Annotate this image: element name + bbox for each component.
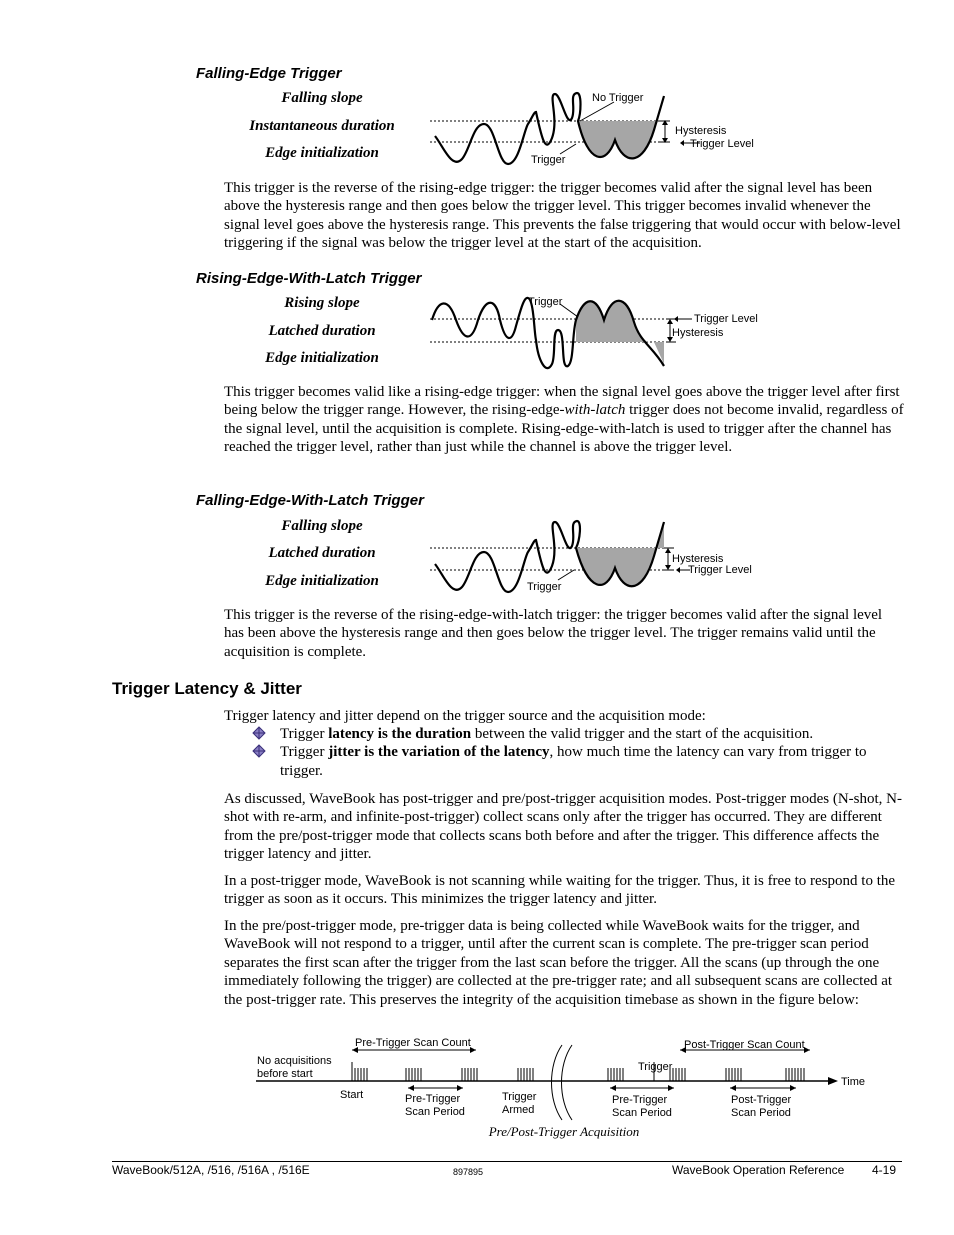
falling-edge-latch-diagram <box>428 512 768 602</box>
trigger-property-duration: Latched duration <box>268 323 376 339</box>
footer-product: WaveBook/512A, /516, /516A , /516E <box>112 1163 310 1177</box>
pre-trigger-scan-period-label: Pre-Trigger <box>405 1093 461 1105</box>
list-item: Trigger jitter is the variation of the latency, how much time the latency can vary from trigger to trigger. <box>252 743 902 780</box>
pre-trigger-scan-count-label: Pre-Trigger Scan Count <box>355 1037 471 1049</box>
post-trigger-scan-period-label: Post-Trigger <box>731 1094 792 1106</box>
pre-trigger-scan-period-label: Pre-Trigger <box>612 1094 668 1106</box>
section-title-rising-edge-latch: Rising-Edge-With-Latch Trigger <box>196 270 422 287</box>
rising-edge-latch-description: This trigger becomes valid like a rising-edge trigger: when the signal level goes above the trigger level after first being below the trigger range. However, the rising-edge-with-latch trigger does not become invalid, regardless of the signal level, until the acquisition is complete. Rising-edge-with-latch is used to trigger after the channel has reached the trigger level, rather than just while the channel is above the trigger level. <box>224 384 904 456</box>
rising-edge-latch-diagram <box>428 290 768 380</box>
footer-document-number: 897895 <box>453 1167 484 1177</box>
pre-trigger-scan-period-label: Scan Period <box>405 1106 465 1118</box>
trigger-label: Trigger <box>531 154 566 166</box>
trigger-property-slope: Rising slope <box>284 295 360 311</box>
scan-ticks <box>352 1062 804 1081</box>
time-arrowhead <box>828 1077 838 1085</box>
pre-post-trigger-timeline <box>250 1030 890 1124</box>
trigger-level-label: Trigger Level <box>694 313 758 325</box>
trigger-property-duration: Instantaneous duration <box>249 118 395 134</box>
figure-caption: Pre/Post-Trigger Acquisition <box>488 1124 640 1139</box>
latency-paragraph-post-trigger: In a post-trigger mode, WaveBook is not scanning while waiting for the trigger. Thus, it is free to respond to the trigger as soon as it occurs. This minimizes the trigger latency and jitter. <box>224 873 896 908</box>
trigger-label: Trigger <box>527 581 562 593</box>
diamond-bullet-icon <box>252 726 266 740</box>
trigger-level-label: Trigger Level <box>690 138 754 150</box>
trigger-label: Trigger <box>528 296 563 308</box>
trigger-property-duration: Latched duration <box>268 545 376 561</box>
footer-page-number: 4-19 <box>872 1163 897 1177</box>
trigger-property-slope: Falling slope <box>281 518 363 534</box>
footer-divider <box>112 1161 902 1162</box>
break-mark-left <box>552 1045 563 1120</box>
trigger-level-label: Trigger Level <box>688 564 752 576</box>
start-label: Start <box>340 1089 364 1101</box>
trigger-property-initialization: Edge initialization <box>265 145 379 161</box>
latency-paragraph-modes: As discussed, WaveBook has post-trigger and pre/post-trigger acquisition modes. Post-trigger modes (N-shot, N-shot with re-arm, and infinite-post-trigger) collect scans only after the trigger has occurred. They are different from the pre/post-trigger mode that collects scans both before and after the trigger. This difference affects the trigger latency and jitter. <box>224 791 902 863</box>
falling-edge-diagram <box>428 84 768 174</box>
hysteresis-label: Hysteresis <box>675 125 727 137</box>
trigger-armed-label: Trigger <box>502 1091 537 1103</box>
latency-intro: Trigger latency and jitter depend on the trigger source and the acquisition mode: <box>224 708 706 724</box>
footer-manual-title: WaveBook Operation Reference <box>672 1163 845 1177</box>
post-trigger-scan-count-label: Post-Trigger Scan Count <box>684 1039 805 1051</box>
trigger-property-slope: Falling slope <box>281 90 363 106</box>
latency-paragraph-pre-post-trigger: In the pre/post-trigger mode, pre-trigger data is being collected while WaveBook waits for the trigger, and WaveBook will not respond to a trigger, until after the current scan is complete. The pre-trigger scan period separates the first scan after the trigger from the last scan before the trigger. All the scans (up through the one immediately following the trigger) are collected at the pre-trigger rate; and all subsequent scans are collected at the post-trigger rate. This preserves the integrity of the acquisition timebase as shown in the figure below: <box>224 918 893 1008</box>
break-mark-right <box>562 1045 573 1120</box>
time-label: Time <box>841 1076 866 1088</box>
trigger-label: Trigger <box>638 1061 673 1073</box>
post-trigger-scan-period-label: Scan Period <box>731 1107 791 1119</box>
falling-edge-description: This trigger is the reverse of the rising-edge trigger: the trigger becomes valid after the signal level has been above the hysteresis range and then goes below the trigger level. This trigger becomes invalid whenever the signal level goes above the hysteresis range. This prevents the false triggering that would occur with below-level triggering if the signal was below the trigger level at the start of the acquisition. <box>224 180 901 252</box>
diamond-bullet-icon <box>252 744 266 758</box>
trigger-property-initialization: Edge initialization <box>265 573 379 589</box>
falling-edge-latch-description: This trigger is the reverse of the rising-edge-with-latch trigger: the trigger becomes valid after the signal level has been above the hysteresis range and then goes below the trigger level. The trigger remains valid until the acquisition is complete. <box>224 607 883 660</box>
trigger-property-initialization: Edge initialization <box>265 350 379 366</box>
active-region <box>578 121 658 158</box>
active-region <box>576 301 664 364</box>
no-acquisitions-label: No acquisitions <box>257 1055 332 1067</box>
section-title-falling-edge-latch: Falling-Edge-With-Latch Trigger <box>196 492 424 509</box>
trigger-armed-label: Armed <box>502 1104 535 1116</box>
pre-trigger-scan-period-label: Scan Period <box>612 1107 672 1119</box>
hysteresis-label: Hysteresis <box>672 327 724 339</box>
no-trigger-label: No Trigger <box>592 92 644 104</box>
no-acquisitions-label: before start <box>257 1068 313 1080</box>
section-title-falling-edge: Falling-Edge Trigger <box>196 65 342 82</box>
list-item: Trigger latency is the duration between the valid trigger and the start of the acquisition. <box>252 725 902 743</box>
hysteresis-label: Hysteresis <box>672 553 724 565</box>
latency-jitter-heading: Trigger Latency & Jitter <box>112 679 302 698</box>
latency-bullet-list <box>252 725 902 780</box>
